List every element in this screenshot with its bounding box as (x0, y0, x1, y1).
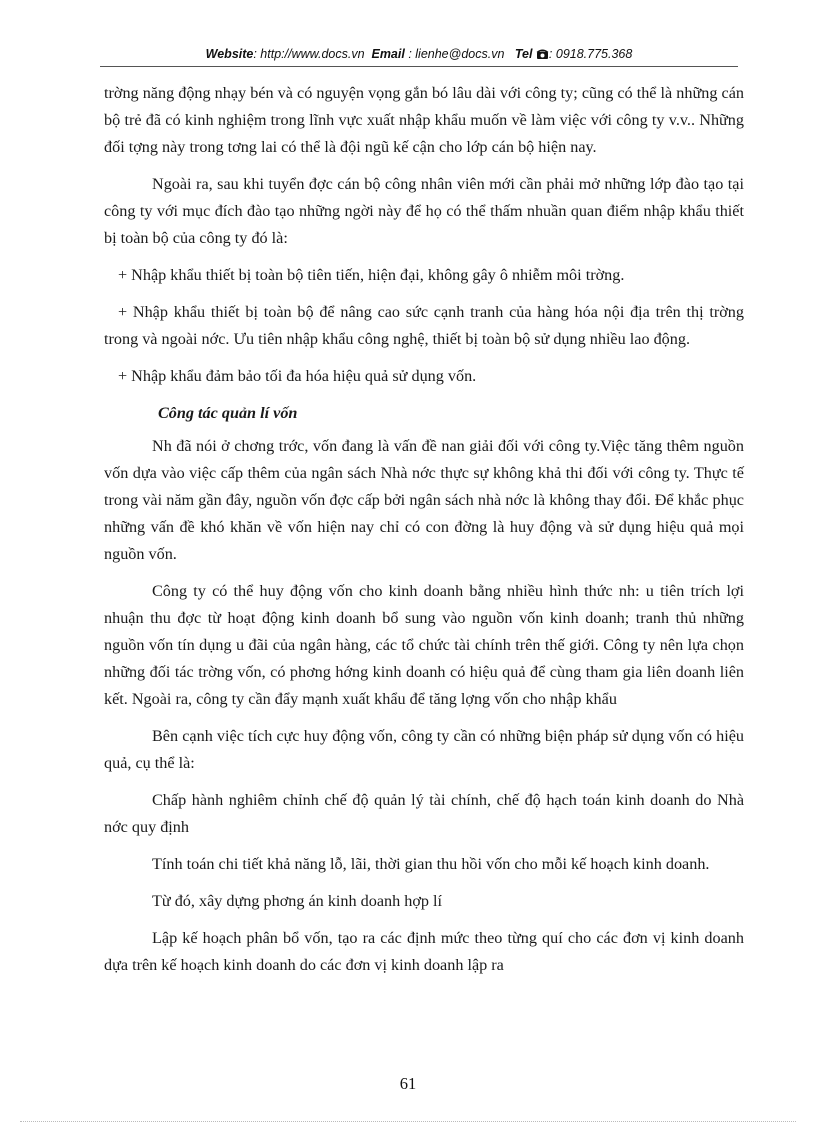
page-number: 61 (399, 1074, 417, 1093)
paragraph-6: Nh đã nói ở chơng trớc, vốn đang là vấn đề nan giải đối với công ty.Việc tăng thêm nguồn vốn dựa vào việc cấp thêm của ngân sách Nhà nớc thực sự không khả thi đối với công ty. Thực tế trong vài năm gần đây, nguồn vốn đợc cấp bởi ngân sách nhà nớc là không thay đổi. Để khắc phục những vấn đề khó khăn về vốn hiện nay chỉ có con đờng là huy động và sử dụng hiệu quả mọi nguồn vốn. (104, 437, 744, 563)
paragraph-10: Tính toán chi tiết khả năng lỗ, lãi, thời gian thu hồi vốn cho mỗi kế hoạch kinh doanh. (152, 855, 710, 873)
paragraph-2: Ngoài ra, sau khi tuyển đợc cán bộ công nhân viên mới cần phải mở những lớp đào tạo tại công ty với mục đích đào tạo những ngời này để họ có thể thấm nhuần quan điểm nhập khẩu thiết bị toàn bộ của công ty đó là: (104, 175, 744, 247)
paragraph-11: Từ đó, xây dựng phơng án kinh doanh hợp lí (152, 892, 443, 910)
bullet-2: + Nhập khẩu thiết bị toàn bộ để nâng cao sức cạnh tranh của hàng hóa nội địa trên thị trờng trong và ngoài nớc. Ưu tiên nhập khẩu công nghệ, thiết bị toàn bộ sử dụng nhiều lao động. (104, 303, 744, 348)
email-label: Email (371, 47, 405, 61)
tel-value: : 0918.775.368 (548, 47, 633, 61)
paragraph-12: Lập kế hoạch phân bổ vốn, tạo ra các định mức theo từng quí cho các đơn vị kinh doanh dựa trên kế hoạch kinh doanh do các đơn vị kinh doanh lập ra (104, 929, 744, 974)
section-heading: Công tác quản lí vốn (158, 404, 298, 422)
phone-icon (536, 46, 549, 66)
paragraph-8: Bên cạnh việc tích cực huy động vốn, công ty cần có những biện pháp sử dụng vốn có hiệu quả, cụ thể là: (104, 727, 744, 772)
paragraph-7: Công ty có thể huy động vốn cho kinh doanh bằng nhiều hình thức nh: u tiên trích lợi nhuận thu đợc từ hoạt động kinh doanh bổ sung vào nguồn vốn kinh doanh; tranh thủ những nguồn vốn tín dụng u đãi của ngân hàng, các tổ chức tài chính trên thế giới. Công ty nên lựa chọn những đối tác trờng vốn, có phơng hớng kinh doanh có hiệu quả để cùng tham gia liên doanh liên kết. Ngoài ra, công ty cần đẩy mạnh xuất khẩu để tăng lợng vốn cho nhập khẩu (104, 582, 744, 708)
bullet-1: + Nhập khẩu thiết bị toàn bộ tiên tiến, hiện đại, không gây ô nhiễm môi trờng. (118, 266, 625, 284)
footer-divider (20, 1121, 796, 1122)
paragraph-9: Chấp hành nghiêm chỉnh chế độ quản lý tài chính, chế độ hạch toán kinh doanh do Nhà nớc quy định (104, 791, 744, 836)
paragraph-1: trờng năng động nhạy bén và có nguyện vọng gắn bó lâu dài với công ty; cũng có thể là những cán bộ trẻ đã có kinh nghiệm trong lĩnh vực xuất nhập khẩu muốn về làm việc với công ty v.v.. Những đối tợng này trong tơng lai có thể là đội ngũ kế cận cho lớp cán bộ hiện nay. (104, 84, 744, 156)
website-value: : http://www.docs.vn (253, 47, 365, 61)
bullet-3: + Nhập khẩu đảm bảo tối đa hóa hiệu quả sử dụng vốn. (118, 367, 477, 385)
document-body (104, 80, 744, 989)
page-header (100, 44, 738, 67)
email-value: : lienhe@docs.vn (408, 47, 505, 61)
website-label: Website (205, 47, 254, 61)
tel-label: Tel (514, 47, 533, 61)
